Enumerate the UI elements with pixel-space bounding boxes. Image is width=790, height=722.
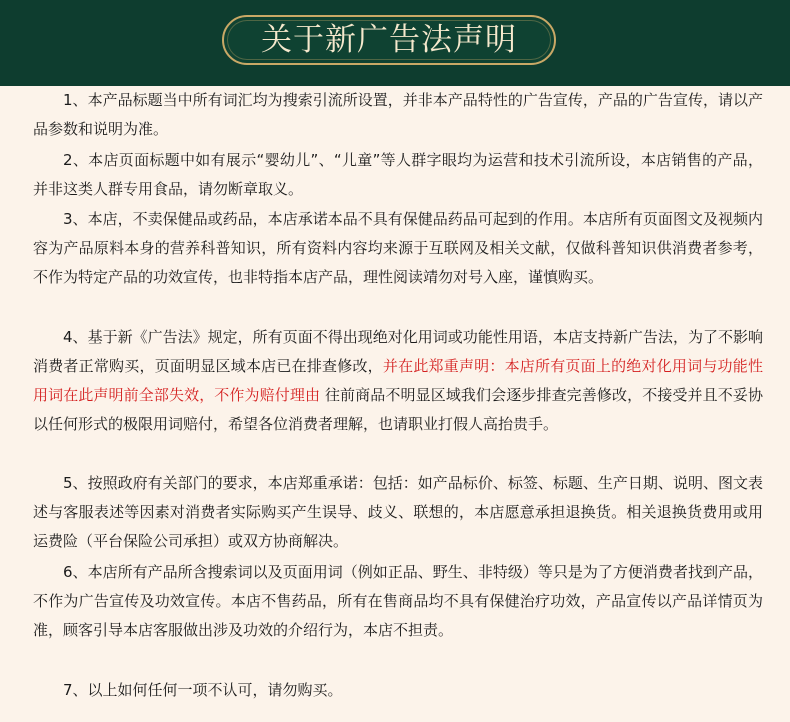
statement-item-4 [33, 323, 763, 439]
statement-item-3: 3、本店，不卖保健品或药品，本店承诺本品不具有保健品药品可起到的作用。本店所有页面图文及视频内容为产品原料本身的营养科普知识，所有资料内容均来源于互联网及相关文献，仅做科普知识供消费者参考，不作为特定产品的功效宣传，也非特指本店产品，理性阅读靖勿对号入座，谨慎购买。 [33, 210, 763, 286]
statement-item-5: 5、按照政府有关部门的要求，本店郑重承诺：包括：如产品标价、标签、标题、生产日期、说明、图文表述与客服表述等因素对消费者实际购买产生误导、歧义、联想的，本店愿意承担退换货。相关退换货费用或用运费险（平台保险公司承担）或双方协商解决。 [33, 474, 763, 550]
statement-item-1: 1、本产品标题当中所有词汇均为搜索引流所设置，并非本产品特性的广告宣传，产品的广告宣传，请以产品参数和说明为准。 [33, 91, 763, 138]
statement-item-2: 2、本店页面标题中如有展示“婴幼儿”、“儿童”等人群字眼均为运营和技术引流所设，本店销售的产品，并非这类人群专用食品，请勿断章取义。 [33, 151, 763, 198]
statement-item-6: 6、本店所有产品所含搜索词以及页面用词（例如正品、野生、非特级）等只是为了方便消费者找到产品，不作为广告宣传及功效宣传。本店不售药品，所有在售商品均不具有保健治疗功效，产品宣传以产品详情页为准，顾客引导本店客服做出涉及功效的介绍行为，本店不担责。 [33, 563, 763, 639]
statement-item-4-text: 4、基于新《广告法》规定，所有页面不得出现绝对化用词或功能性用语，本店支持新广告法，为了不影响消费者正常购买，页面明显区域本店已在排查修改， [33, 328, 763, 375]
statement-body [0, 86, 790, 722]
statement-item-4-continued: 往前商品不明显区域我们会逐步排查完善修改，不接受并且不妥协以任何形式的极限用词赔付，希望各位消费者理解，也请职业打假人高抬贵手。 [33, 386, 763, 433]
header-banner [0, 0, 790, 88]
statement-item-4-highlight: 并在此郑重声明：本店所有页面上的绝对化用词与功能性用词在此声明前全部失效，不作为赔付理由 [33, 357, 763, 404]
statement-item-7: 7、以上如何任何一项不认可，请勿购买。 [63, 681, 343, 699]
page-title: 关于新广告法声明 [261, 22, 517, 58]
